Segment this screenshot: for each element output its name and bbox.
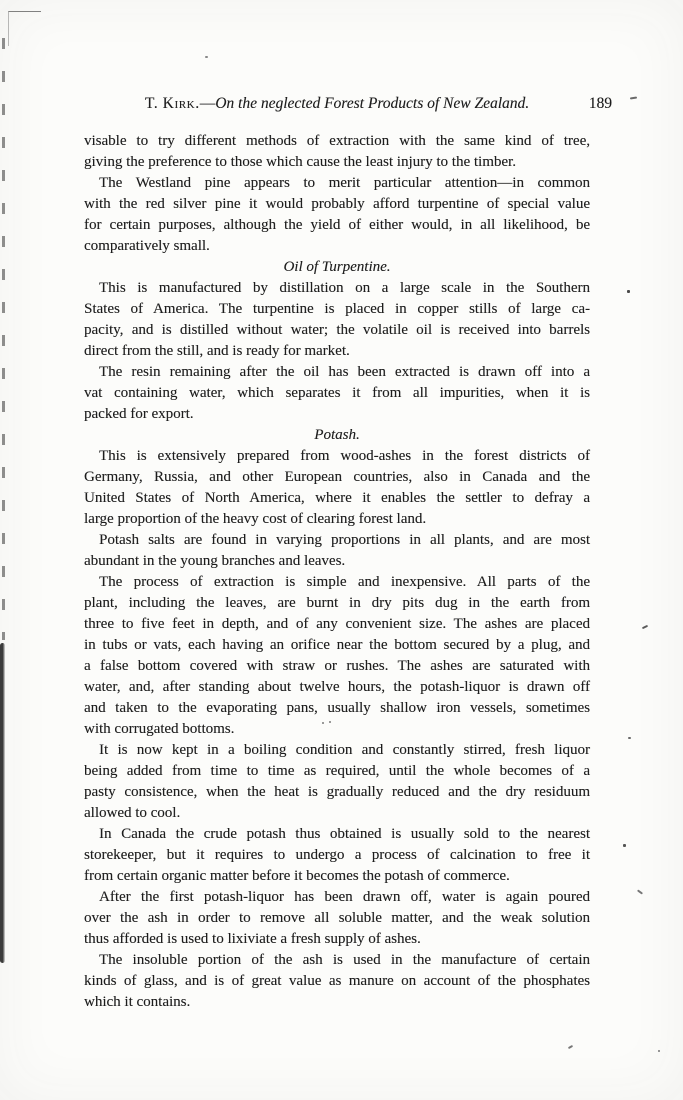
text-line: giving the preference to those which cause the least injury to the timber. bbox=[84, 154, 516, 170]
scan-speck bbox=[205, 56, 208, 58]
scan-speck bbox=[642, 625, 648, 629]
running-head-dash: — bbox=[199, 95, 216, 112]
text-line: being added from time to time as required, until the whole becomes of a bbox=[84, 763, 590, 779]
scan-speck bbox=[568, 1045, 573, 1049]
scan-speck bbox=[630, 97, 637, 100]
scan-speck bbox=[623, 844, 626, 847]
text-line: kinds of glass, and is of great value as manure on account of the phosphates bbox=[84, 973, 590, 989]
text-line: vat containing water, which separates it from all impurities, when it is bbox=[84, 385, 590, 401]
scan-margin-streak bbox=[0, 643, 5, 963]
text-line: The process of extraction is simple and inexpensive. All parts of the bbox=[99, 574, 590, 590]
text-line: The insoluble portion of the ash is used in the manufacture of certain bbox=[99, 952, 590, 968]
text-line: over the ash in order to remove all soluble matter, and the weak solution bbox=[84, 910, 590, 926]
scan-speck bbox=[658, 1050, 660, 1052]
text-line: water, and, after standing about twelve hours, the potash-liquor is drawn off bbox=[84, 679, 590, 695]
text-line: visable to try different methods of extraction with the same kind of tree, bbox=[84, 133, 590, 149]
text-line: allowed to cool. bbox=[84, 805, 181, 821]
text-line: with the red silver pine it would probably afford turpentine of special value bbox=[84, 196, 590, 212]
scan-speck bbox=[628, 737, 631, 739]
text-line: comparatively small. bbox=[84, 238, 210, 254]
text-line: In Canada the crude potash thus obtained is usually sold to the nearest bbox=[99, 826, 590, 842]
text-line: The Westland pine appears to merit particular attention—in common bbox=[99, 175, 590, 191]
text-line: with corrugated bottoms. bbox=[84, 721, 235, 737]
text-line: This is manufactured by distillation on a large scale in the Southern bbox=[99, 280, 590, 296]
scan-speck bbox=[637, 889, 643, 894]
page-number: 189 bbox=[588, 95, 612, 112]
text-line: for certain purposes, although the yield of either would, in all likelihood, be bbox=[84, 217, 590, 233]
text-line: abundant in the young branches and leaves. bbox=[84, 553, 346, 569]
text-line: Germany, Russia, and other European countries, also in Canada and the bbox=[84, 469, 590, 485]
text-line: packed for export. bbox=[84, 406, 194, 422]
text-line: which it contains. bbox=[84, 994, 191, 1010]
text-line: three to five feet in depth, and of any convenient size. The ashes are placed bbox=[84, 616, 590, 632]
text-line: a false bottom covered with straw or rushes. The ashes are saturated with bbox=[84, 658, 590, 674]
running-head bbox=[84, 94, 590, 114]
text-line: This is extensively prepared from wood-ashes in the forest districts of bbox=[99, 448, 590, 464]
section-heading: Potash. bbox=[314, 427, 360, 443]
text-line: large proportion of the heavy cost of clearing forest land. bbox=[84, 511, 427, 527]
text-line: After the first potash-liquor has been drawn off, water is again poured bbox=[99, 889, 590, 905]
text-line: thus afforded is used to lixiviate a fresh supply of ashes. bbox=[84, 931, 421, 947]
text-line: pasty consistence, when the heat is gradually reduced and the dry residuum bbox=[84, 784, 590, 800]
text-line: It is now kept in a boiling condition and constantly stirred, fresh liquor bbox=[99, 742, 590, 758]
text-line: The resin remaining after the oil has been extracted is drawn off into a bbox=[99, 364, 590, 380]
scan-corner-mark bbox=[8, 11, 41, 46]
scan-speck bbox=[627, 290, 630, 293]
text-line: from certain organic matter before it becomes the potash of commerce. bbox=[84, 868, 510, 884]
text-line: pacity, and is distilled without water; the volatile oil is received into barrels bbox=[84, 322, 590, 338]
text-line: Potash salts are found in varying proportions in all plants, and are most bbox=[99, 532, 590, 548]
text-line: United States of North America, where it enables the settler to defray a bbox=[84, 490, 590, 506]
text-line: storekeeper, but it requires to undergo a process of calcination to free it bbox=[84, 847, 590, 863]
text-line: plant, including the leaves, are burnt in dry pits dug in the earth from bbox=[84, 595, 590, 611]
running-head-title: On the neglected Forest Products of New Zealand. bbox=[215, 95, 530, 112]
section-heading: Oil of Turpentine. bbox=[283, 259, 391, 275]
text-line: in tubs or vats, each having an orifice near the bottom secured by a plug, and bbox=[84, 637, 590, 653]
scan-margin-dashes bbox=[2, 38, 5, 640]
text-line: direct from the still, and is ready for market. bbox=[84, 343, 350, 359]
text-line: and taken to the evaporating pans, usually shallow iron vessels, sometimes bbox=[84, 700, 590, 716]
running-head-author: T. Kirk. bbox=[144, 95, 200, 112]
text-line: States of America. The turpentine is placed in copper stills of large ca- bbox=[84, 301, 590, 317]
page-body bbox=[84, 131, 590, 1013]
